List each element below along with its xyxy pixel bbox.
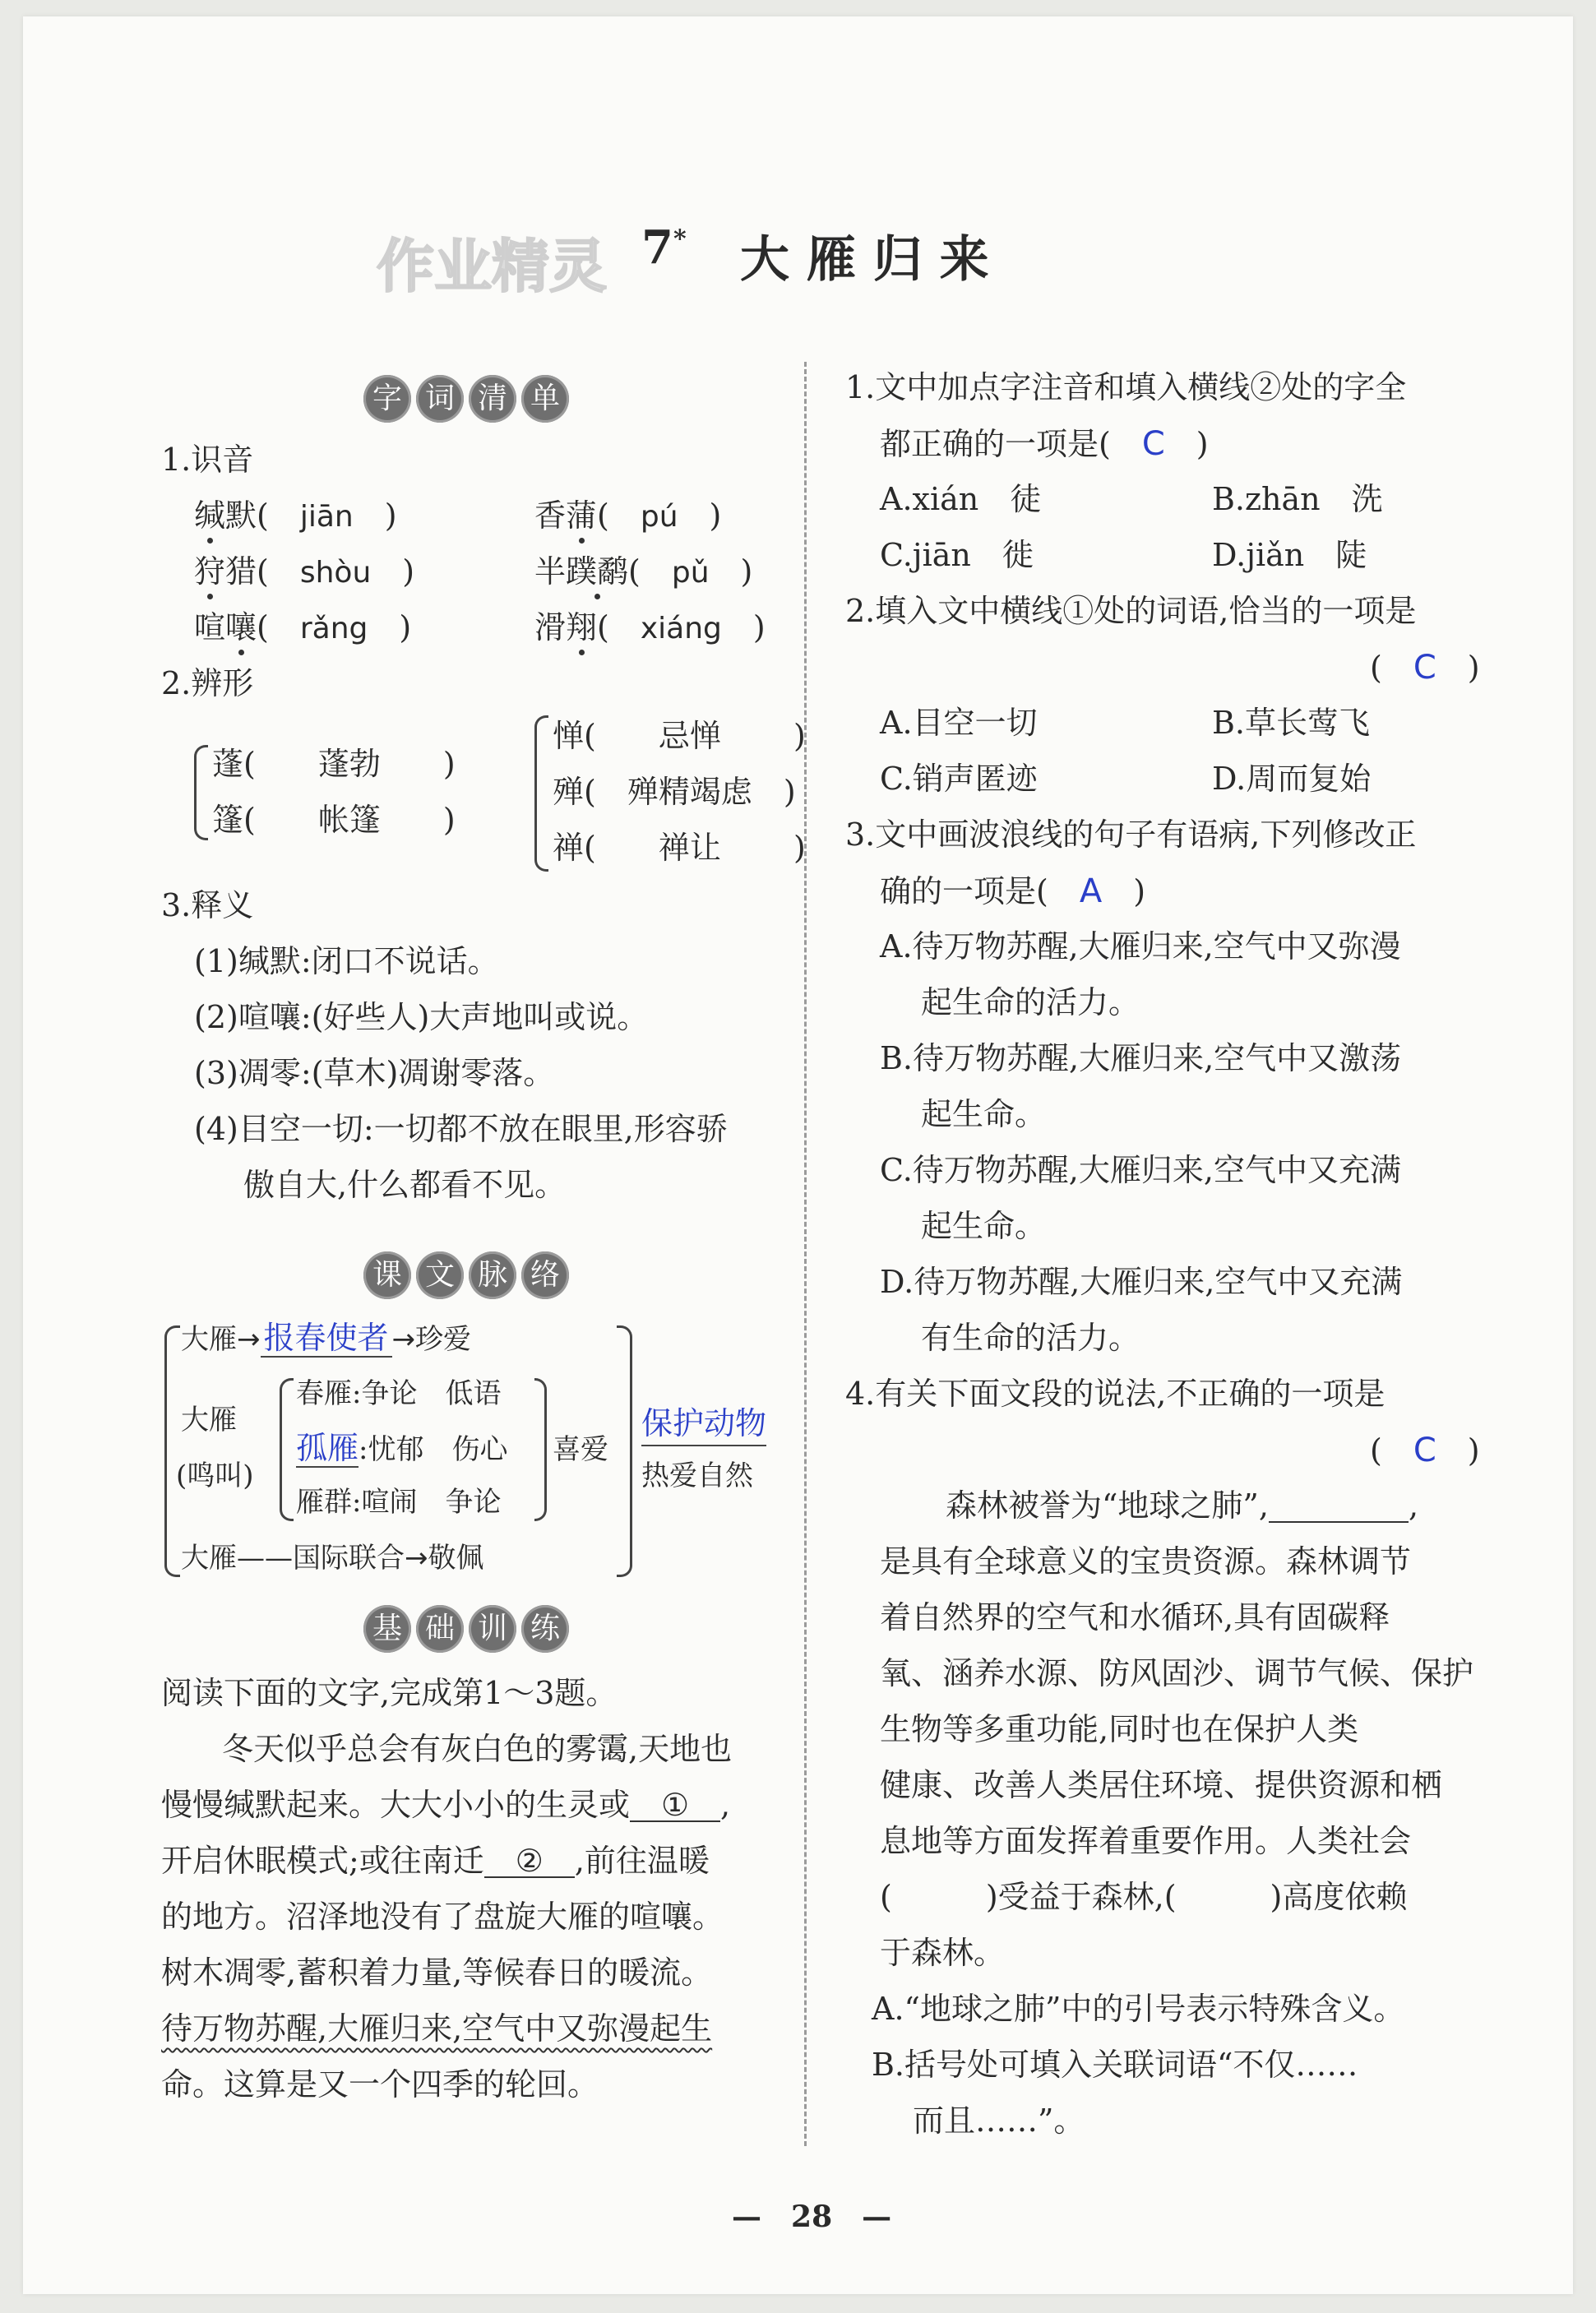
definition-item: (4)目空一切:一切都不放在眼里,形容骄 <box>194 1111 728 1147</box>
q4-answer-bracket: ( C ) <box>1370 1432 1480 1469</box>
q3-option: 有生命的活力。 <box>921 1320 1140 1356</box>
q3-option: B.待万物苏醒,大雁归来,空气中又激荡 <box>880 1040 1402 1076</box>
q4-option: B.括号处可填入关联词语“不仅…… <box>872 2047 1358 2083</box>
q2-answer: C <box>1413 649 1436 687</box>
q4-para-line: ( )受益于森林,( )高度依赖 <box>880 1879 1408 1915</box>
q4-para-line: 健康、改善人类居住环境、提供资源和栖 <box>880 1767 1443 1803</box>
reading-line: 冬天似乎总会有灰白色的雾霭,天地也 <box>222 1731 733 1767</box>
outline-rbrace-outer <box>617 1325 632 1577</box>
q1-option: A.xián 徒 <box>880 481 1042 517</box>
bianxing-item: 蓬( 蓬勃 ) <box>212 746 456 782</box>
part2-heading: 2.辨形 <box>161 665 254 701</box>
q4-option: 而且……”。 <box>913 2103 1085 2139</box>
pinyin-item: 狩猎( shòu ) <box>194 553 415 590</box>
definition-item: 傲自大,什么都看不见。 <box>243 1167 567 1203</box>
q2-option: D.周而复始 <box>1212 761 1372 797</box>
q4-para-line: 是具有全球意义的宝贵资源。森林调节 <box>880 1543 1412 1580</box>
outline-qun: 雁群:喧闹 争论 <box>296 1486 502 1519</box>
part1-heading: 1.识音 <box>161 442 254 478</box>
pinyin-item: 喧嚷( rǎng ) <box>194 609 412 645</box>
bianxing-item: 禅( 禅让 ) <box>553 830 806 866</box>
outline-brace <box>164 1325 180 1577</box>
q2-option: B.草长莺飞 <box>1212 705 1371 741</box>
outline-subbrace <box>280 1378 294 1521</box>
brace-left <box>194 745 208 840</box>
definition-item: (2)喧嚷:(好些人)大声地叫或说。 <box>194 999 649 1035</box>
q4-para-line: 息地等方面发挥着重要作用。人类社会 <box>880 1823 1412 1859</box>
q4-para-line: 森林被誉为“地球之肺”, , <box>946 1487 1419 1524</box>
q2-option: C.销声匿迹 <box>880 761 1038 797</box>
reading-line: 命。这算是又一个四季的轮回。 <box>161 2066 599 2103</box>
definition-item: (3)凋零:(草木)凋谢零落。 <box>194 1055 555 1091</box>
q1-answer: C <box>1141 425 1165 463</box>
reading-line: 开启休眠模式;或往南迁 ② ,前往温暖 <box>161 1843 710 1879</box>
bianxing-item: 殚( 殚精竭虑 ) <box>553 774 796 810</box>
bianxing-item: 惮( 忌惮 ) <box>553 718 806 754</box>
q4-stem: 4.有关下面文段的说法,不正确的一项是 <box>845 1376 1386 1412</box>
q3-option: A.待万物苏醒,大雁归来,空气中又弥漫 <box>880 928 1401 965</box>
bianxing-item: 篷( 帐篷 ) <box>212 802 456 838</box>
page-title: 大 雁 归 来 <box>740 231 989 289</box>
q1-option: D.jiǎn 陡 <box>1212 537 1367 573</box>
column-divider <box>804 362 807 2146</box>
outline-rbrace <box>534 1378 547 1521</box>
outline-gu: 孤雁:忧郁 伤心 <box>296 1430 508 1466</box>
q4-para-line: 氧、涵养水源、防风固沙、调节气候、保护 <box>880 1655 1474 1691</box>
pinyin-item: 香蒲( pú ) <box>534 497 722 534</box>
outline-fill2: 保护动物 <box>641 1398 766 1443</box>
reading-intro: 阅读下面的文字,完成第1～3题。 <box>161 1675 618 1711</box>
reading-line: 的地方。沼泽地没有了盘旋大雁的喧嚷。 <box>161 1899 724 1935</box>
q4-para-line: 生物等多重功能,同时也在保护人类 <box>880 1711 1359 1747</box>
q2-answer-bracket: ( C ) <box>1370 649 1480 687</box>
q2-option: A.目空一切 <box>880 705 1038 741</box>
section-header-zici: 字 词 清 单 <box>363 375 569 423</box>
pinyin-item: 缄默( jiān ) <box>194 497 397 534</box>
outline-row2-a: 大雁 <box>181 1404 237 1436</box>
pinyin-item: 滑翔( xiáng ) <box>534 609 766 645</box>
q3-answer: A <box>1079 872 1103 910</box>
q3-option: 起生命。 <box>921 1096 1047 1132</box>
q4-para-line: 着自然界的空气和水循环,具有固碳释 <box>880 1599 1390 1635</box>
reading-line: 树木凋零,蓄积着力量,等候春日的暖流。 <box>161 1954 713 1991</box>
part3-heading: 3.释义 <box>161 887 254 923</box>
q2-stem: 2.填入文中横线①处的词语,恰当的一项是 <box>845 593 1417 629</box>
watermark-logo: 作业精灵 <box>377 233 607 300</box>
reading-line-wavy: 待万物苏醒,大雁归来,空气中又弥漫起生 <box>161 2010 713 2047</box>
q3-option: C.待万物苏醒,大雁归来,空气中又充满 <box>880 1152 1401 1188</box>
section-header-jichu: 基 础 训 练 <box>363 1605 569 1653</box>
q3-stem: 3.文中画波浪线的句子有语病,下列修改正 <box>845 816 1417 853</box>
q3-option: D.待万物苏醒,大雁归来,空气中又充满 <box>880 1264 1403 1300</box>
outline-row1: 大雁→ 报春使者 →珍爱 <box>181 1320 472 1356</box>
q1-stem: 1.文中加点字注音和填入横线②处的字全 <box>845 369 1407 405</box>
pinyin-item: 半蹼鹬( pǔ ) <box>534 553 753 590</box>
outline-xiai: 喜爱 <box>553 1433 608 1466</box>
q4-para-line: 于森林。 <box>880 1935 1006 1971</box>
q3-option: 起生命。 <box>921 1208 1047 1244</box>
outline-chun: 春雁:争论 低语 <box>296 1377 502 1410</box>
reading-line: 慢慢缄默起来。大大小小的生灵或 ① , <box>161 1787 731 1823</box>
brace-right <box>534 715 548 872</box>
outline-row2-b: (鸣叫) <box>176 1460 254 1492</box>
section-header-kewen: 课 文 脉 络 <box>363 1251 569 1299</box>
outline-reai: 热爱自然 <box>641 1460 753 1492</box>
q3-stem: 确的一项是( A ) <box>880 872 1146 910</box>
outline-row3: 大雁——国际联合→敬佩 <box>181 1542 484 1575</box>
q1-stem: 都正确的一项是( C ) <box>880 425 1209 463</box>
q1-option: C.jiān 徙 <box>880 537 1034 573</box>
q3-option: 起生命的活力。 <box>921 984 1140 1020</box>
page-number: — 28 — <box>732 2200 892 2234</box>
q4-option: A.“地球之肺”中的引号表示特殊含义。 <box>872 1991 1405 2027</box>
lesson-number: 7* <box>641 220 687 275</box>
definition-item: (1)缄默:闭口不说话。 <box>194 943 499 979</box>
q4-answer: C <box>1413 1432 1436 1469</box>
q1-option: B.zhān 洗 <box>1212 481 1383 517</box>
